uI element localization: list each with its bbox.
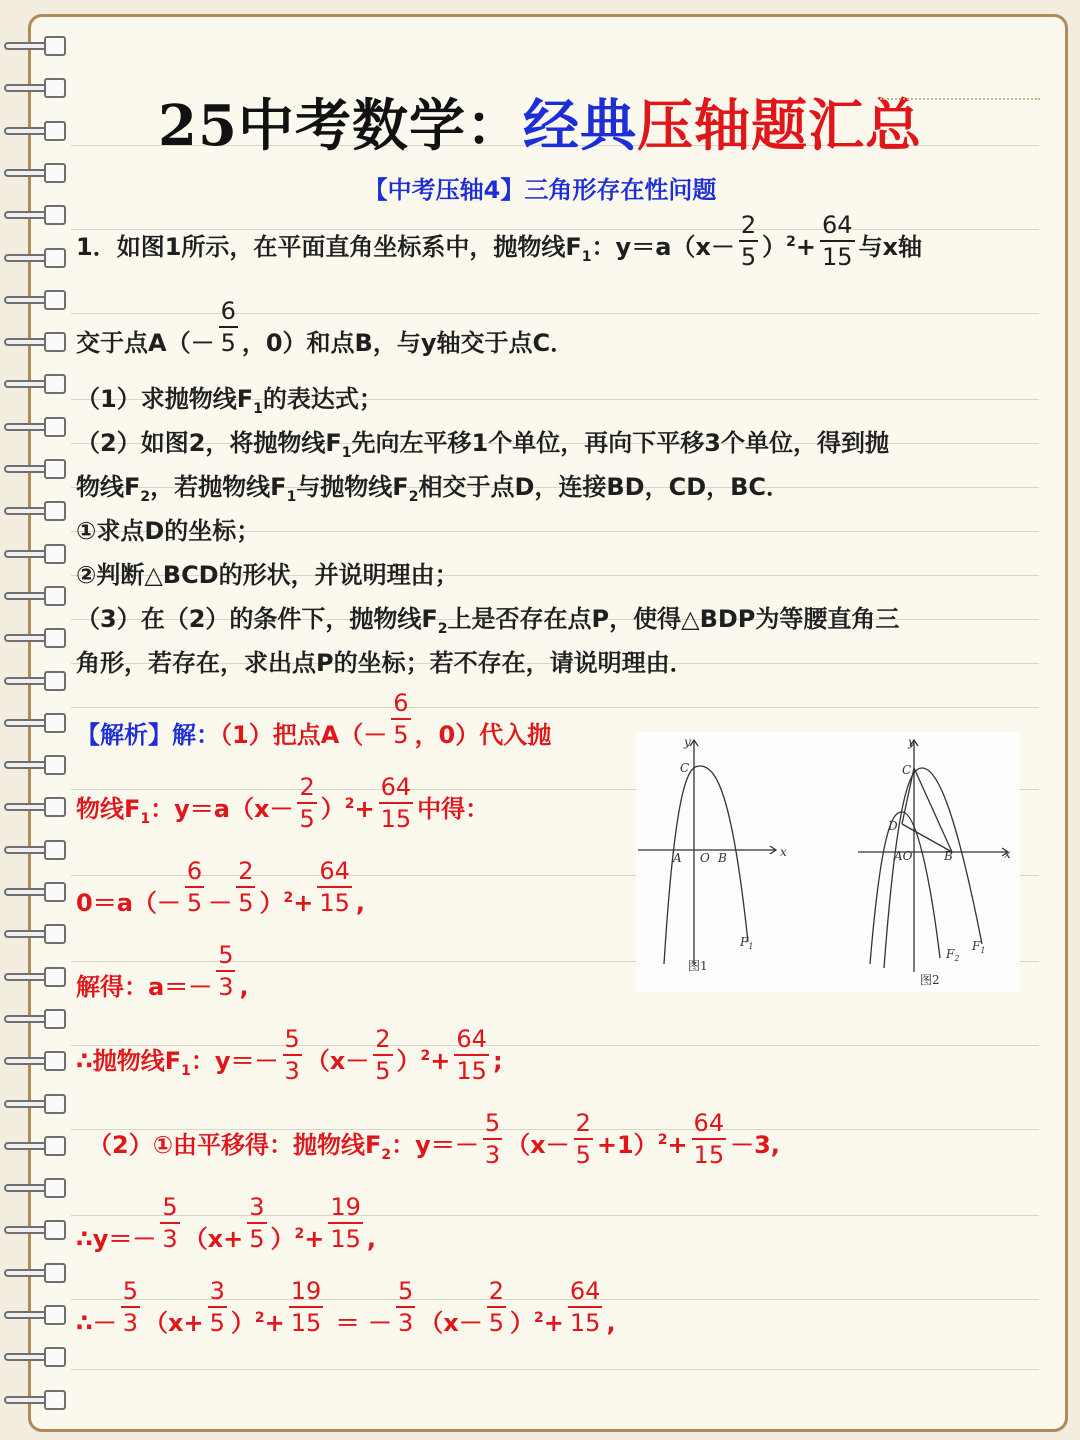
problem-line-1 — [76, 210, 922, 272]
ring-cap — [44, 1305, 66, 1325]
text: － — [208, 889, 233, 917]
spiral-ring — [4, 459, 70, 479]
subscript: 1 — [253, 400, 263, 417]
question-1 — [76, 384, 383, 424]
figures-panel — [636, 732, 1020, 992]
fraction-5-3 — [121, 1276, 140, 1338]
spiral-ring — [4, 1347, 70, 1367]
text: + — [304, 1225, 325, 1253]
numerator: 64 — [454, 1024, 489, 1056]
spiral-ring — [4, 248, 70, 268]
denominator: 15 — [290, 1309, 322, 1337]
fig1-point-O: O — [700, 851, 710, 865]
numerator: 3 — [247, 1192, 266, 1224]
subscript: 2 — [140, 488, 151, 505]
numerator: 6 — [391, 688, 410, 720]
fig1-label-F1 — [739, 935, 753, 951]
numerator: 19 — [328, 1192, 363, 1224]
denominator: 3 — [162, 1225, 178, 1253]
numerator: 64 — [568, 1276, 603, 1308]
text: ∴y＝－ — [76, 1225, 157, 1253]
text: （1）把点A（－ — [220, 721, 388, 749]
spiral-ring — [4, 332, 70, 352]
ring-cap — [44, 1009, 66, 1029]
solution-line-7 — [76, 1192, 376, 1254]
text: ，0）和点B，与y轴交于点C． — [241, 329, 575, 357]
numerator: 5 — [121, 1276, 140, 1308]
fraction-2-5 — [574, 1108, 593, 1170]
ring-cap — [44, 628, 66, 648]
text: ） — [270, 1225, 295, 1253]
text: +1） — [596, 1131, 658, 1160]
fraction-2-5 — [373, 1024, 392, 1086]
ring-cap — [44, 840, 66, 860]
fraction-64-15 — [317, 856, 352, 918]
fraction-64-15 — [454, 1024, 489, 1086]
ring-cap — [44, 290, 66, 310]
numerator: 5 — [396, 1276, 415, 1308]
spiral-ring — [4, 290, 70, 310]
fraction-3-5 — [247, 1192, 266, 1254]
superscript: 2 — [657, 1132, 668, 1149]
spiral-ring — [4, 544, 70, 564]
fig2-caption: 图2 — [920, 973, 940, 987]
ring-cap — [44, 374, 66, 394]
denominator: 15 — [569, 1309, 601, 1337]
numerator: 2 — [373, 1024, 392, 1056]
text: ） — [510, 1309, 535, 1337]
denominator: 15 — [693, 1141, 725, 1169]
subscript: 2 — [437, 620, 448, 637]
numerator: 3 — [208, 1276, 227, 1308]
solution-line-8: ∴－ $\frac{5}{3}$ （x+ $\frac{3}{5}$ ）$^2$+ $\frac{19}{15}$ ＝ － $\frac{5}{3}$ （x－ $\frac{2}{5}$ ）$^2$+ $\frac{64}{15}$ , — [76, 1277, 616, 1337]
text: + — [430, 1047, 451, 1076]
ring-cap — [44, 882, 66, 902]
spiral-ring — [4, 36, 70, 56]
ring-cap — [44, 1051, 66, 1071]
text: F — [740, 935, 749, 949]
numerator: 6 — [219, 296, 238, 328]
title-part-black: 25中考数学： — [158, 93, 523, 159]
fraction-5-3 — [216, 940, 235, 1002]
subscript: 1 — [748, 942, 754, 951]
fraction-64-15 — [568, 1276, 603, 1338]
ring-cap — [44, 1347, 66, 1367]
spiral-ring — [4, 840, 70, 860]
fraction-64-15 — [692, 1108, 727, 1170]
ring-cap — [44, 713, 66, 733]
fig2-point-D: D — [888, 819, 898, 833]
numerator: 5 — [216, 940, 235, 972]
superscript: 2 — [283, 890, 294, 906]
text: ） — [259, 889, 284, 917]
fraction-3-5 — [208, 1276, 227, 1338]
text: 物线F — [76, 473, 141, 501]
text: , — [355, 889, 365, 917]
fraction-5-3 — [160, 1192, 179, 1254]
denominator: 3 — [218, 973, 234, 1001]
text: 中得： — [417, 795, 490, 824]
ring-cap — [44, 671, 66, 691]
text: 交于点A（－ — [76, 329, 215, 357]
text: ：y＝a（x－ — [591, 233, 735, 262]
numerator: 2 — [574, 1108, 593, 1140]
fraction-19-15 — [289, 1276, 324, 1338]
fig2-point-B: B — [944, 849, 953, 863]
text: 0＝a（－ — [76, 889, 181, 917]
fraction-19-15 — [328, 1192, 363, 1254]
subscript: 2 — [381, 1147, 392, 1163]
text: 物线F — [76, 795, 141, 824]
fig1-caption: 图1 — [688, 959, 708, 973]
subscript: 2 — [954, 954, 960, 963]
text: F — [946, 947, 955, 961]
ring-cap — [44, 1136, 66, 1156]
solution-tag: 【解析】解： — [76, 721, 220, 749]
spiral-ring — [4, 1263, 70, 1283]
denominator: 5 — [299, 805, 315, 833]
section-subtitle: 【中考压轴4】三角形存在性问题 — [363, 176, 717, 204]
ring-cap — [44, 755, 66, 775]
text: 的表达式； — [262, 385, 383, 413]
numerator: 64 — [379, 772, 414, 804]
numerator: 6 — [185, 856, 204, 888]
ring-cap — [44, 417, 66, 437]
fig1-axis-x-label: x — [780, 845, 787, 859]
ring-cap — [44, 205, 66, 225]
denominator: 5 — [375, 1057, 391, 1085]
page-title — [0, 82, 1080, 162]
text: ，若抛物线F — [150, 473, 287, 501]
ring-cap — [44, 586, 66, 606]
ring-cap — [44, 1263, 66, 1283]
text: 1．如图1所示，在平面直角坐标系中，抛物线F — [76, 233, 582, 262]
ring-cap — [44, 544, 66, 564]
title-dotted-line — [880, 98, 1040, 100]
denominator: 5 — [238, 889, 254, 917]
text: 与抛物线F — [296, 473, 409, 501]
numerator: 64 — [820, 210, 855, 242]
fraction-5-3 — [396, 1276, 415, 1338]
ring-cap — [44, 1390, 66, 1410]
solution-line-5 — [76, 1024, 503, 1086]
spiral-ring — [4, 882, 70, 902]
text: F — [972, 939, 981, 953]
figure-2 — [858, 740, 1008, 972]
parabola-F2 — [870, 812, 940, 964]
numerator: 2 — [739, 210, 758, 242]
spiral-ring — [4, 967, 70, 987]
spiral-ring — [4, 713, 70, 733]
subscript: 1 — [140, 811, 151, 827]
fig2-axis-x-label: x — [1004, 847, 1011, 861]
text: + — [795, 233, 817, 262]
ring-cap — [44, 459, 66, 479]
text: ） — [396, 1047, 421, 1076]
denominator: 5 — [740, 243, 757, 271]
text: 上是否存在点P，使得△BDP为等腰直角三 — [447, 605, 900, 633]
fraction-2-5 — [739, 210, 758, 272]
text: （x－ — [305, 1047, 370, 1076]
spiral-ring — [4, 1051, 70, 1071]
fraction-5-3 — [283, 1024, 302, 1086]
spiral-ring — [4, 1390, 70, 1410]
text: ） — [230, 1309, 255, 1337]
superscript: 2 — [786, 234, 796, 251]
parabola-F1 — [884, 768, 982, 968]
ring-cap — [44, 1094, 66, 1114]
text: ：y＝－ — [190, 1047, 279, 1076]
denominator: 5 — [488, 1309, 505, 1337]
numerator: 5 — [483, 1108, 502, 1140]
fig2-point-AO: AO — [894, 849, 913, 863]
spiral-ring — [4, 586, 70, 606]
solution-line-2 — [76, 772, 489, 834]
question-2c: ①求点D的坐标； — [76, 517, 261, 545]
spiral-ring — [4, 501, 70, 521]
ruled-line — [71, 1369, 1039, 1370]
denominator: 5 — [220, 329, 236, 357]
fig2-axis-y-label: y — [908, 735, 915, 749]
denominator: 15 — [319, 889, 350, 917]
fig1-point-A: A — [673, 851, 682, 865]
text: （x－ — [419, 1309, 483, 1337]
spiral-ring — [4, 755, 70, 775]
fraction-64-15 — [379, 772, 414, 834]
text: + — [354, 795, 375, 824]
superscript: 2 — [254, 1310, 265, 1326]
denominator: 15 — [380, 805, 412, 833]
numerator: 64 — [692, 1108, 727, 1140]
text: 相交于点D，连接BD，CD，BC． — [418, 473, 791, 501]
denominator: 15 — [822, 243, 853, 271]
question-3b: 角形，若存在，求出点P的坐标；若不存在，请说明理由． — [76, 649, 694, 677]
fig1-point-C: C — [680, 761, 690, 775]
fraction-6-5 — [219, 296, 238, 358]
text: + — [667, 1131, 688, 1160]
denominator: 5 — [393, 721, 409, 749]
fraction-6-5 — [185, 856, 204, 918]
fig2-label-F1 — [971, 939, 985, 955]
numerator: 19 — [289, 1276, 324, 1308]
parabola-F1 — [664, 766, 748, 964]
ring-cap — [44, 248, 66, 268]
text: ：y＝－ — [391, 1131, 479, 1160]
ring-cap — [44, 332, 66, 352]
denominator: 5 — [575, 1141, 591, 1169]
solution-line-4 — [76, 940, 249, 1002]
solution-line-3 — [76, 856, 365, 918]
fig1-point-B: B — [718, 851, 727, 865]
spiral-ring — [4, 1178, 70, 1198]
numerator: 2 — [236, 856, 255, 888]
fig2-point-C: C — [902, 763, 912, 777]
text: ） — [762, 233, 787, 262]
ring-cap — [44, 1178, 66, 1198]
ring-cap — [44, 1220, 66, 1240]
problem-line-2 — [76, 296, 574, 358]
subscript: 1 — [341, 444, 352, 461]
parabola-figures — [636, 732, 1020, 992]
title-part-red: 压轴题汇总 — [636, 93, 922, 159]
solution-line-1 — [76, 688, 551, 750]
ring-cap — [44, 501, 66, 521]
fraction-2-5 — [297, 772, 316, 834]
denominator: 5 — [186, 889, 203, 917]
question-2d: ②判断△BCD的形状，并说明理由； — [76, 561, 459, 589]
spiral-ring — [4, 1305, 70, 1325]
text: （2）如图2，将抛物线F — [76, 429, 342, 457]
text: －3, — [730, 1131, 780, 1160]
text: 与x轴 — [858, 233, 923, 262]
subscript: 1 — [286, 488, 297, 505]
text: 先向左平移1个单位，再向下平移3个单位，得到抛 — [351, 429, 889, 457]
denominator: 15 — [330, 1225, 361, 1253]
denominator: 15 — [456, 1057, 487, 1085]
spiral-ring — [4, 417, 70, 437]
spiral-ring — [4, 1009, 70, 1029]
text: （x+ — [183, 1225, 244, 1253]
fraction-5-3 — [483, 1108, 502, 1170]
subscript: 1 — [181, 1063, 191, 1079]
numerator: 2 — [297, 772, 316, 804]
spiral-ring — [4, 374, 70, 394]
segment-BC — [914, 768, 952, 852]
ring-cap — [44, 797, 66, 817]
spiral-ring — [4, 1220, 70, 1240]
numerator: 5 — [283, 1024, 302, 1056]
text: ，0）代入抛 — [414, 721, 552, 749]
spiral-ring — [4, 1136, 70, 1156]
title-part-blue: 经典 — [522, 93, 637, 159]
denominator: 3 — [284, 1057, 300, 1085]
ring-cap — [44, 36, 66, 56]
denominator: 3 — [484, 1141, 501, 1169]
superscript: 2 — [344, 796, 355, 813]
text: 解得：a＝－ — [76, 973, 213, 1001]
text: ∴－ — [76, 1309, 117, 1337]
question-3a — [76, 604, 899, 644]
subscript: 2 — [408, 488, 419, 505]
superscript: 2 — [294, 1226, 305, 1242]
text: （2）①由平移得：抛物线F — [88, 1131, 382, 1160]
question-2a — [76, 428, 889, 468]
segment-BD — [902, 824, 952, 852]
question-2b — [76, 472, 790, 512]
text: + — [293, 889, 314, 917]
text: , — [606, 1309, 616, 1337]
denominator: 5 — [249, 1225, 265, 1253]
fraction-2-5 — [236, 856, 255, 918]
text: ） — [320, 795, 345, 824]
spiral-ring — [4, 671, 70, 691]
text: ; — [492, 1047, 503, 1076]
text: ：y＝a（x－ — [150, 795, 294, 824]
fraction-64-15 — [820, 210, 855, 272]
text: － — [367, 1309, 392, 1337]
numerator: 2 — [487, 1276, 506, 1308]
superscript: 2 — [420, 1048, 431, 1065]
denominator: 3 — [397, 1309, 414, 1337]
text: , — [239, 973, 249, 1001]
text: ∴抛物线F — [76, 1047, 182, 1076]
text: （x+ — [143, 1309, 204, 1337]
subscript: 1 — [980, 946, 986, 955]
text: + — [264, 1309, 285, 1337]
text: , — [366, 1225, 377, 1253]
spiral-ring — [4, 205, 70, 225]
ring-cap — [44, 967, 66, 987]
subscript: 1 — [581, 249, 592, 265]
text: （3）在（2）的条件下，抛物线F — [76, 605, 438, 633]
ring-cap — [44, 924, 66, 944]
fig1-axis-y-label: y — [684, 735, 691, 749]
spiral-ring — [4, 628, 70, 648]
fraction-2-5 — [487, 1276, 506, 1338]
text: （x－ — [506, 1131, 570, 1160]
solution-line-6 — [88, 1108, 780, 1170]
spiral-ring — [4, 797, 70, 817]
fraction-6-5 — [391, 688, 410, 750]
superscript: 2 — [534, 1310, 544, 1326]
denominator: 5 — [209, 1309, 225, 1337]
fig2-label-F2 — [945, 947, 959, 963]
text: + — [543, 1309, 564, 1337]
denominator: 3 — [122, 1309, 138, 1337]
spiral-ring — [4, 924, 70, 944]
numerator: 5 — [160, 1192, 179, 1224]
numerator: 64 — [317, 856, 352, 888]
text: （1）求抛物线F — [76, 385, 254, 413]
spiral-ring — [4, 1094, 70, 1114]
